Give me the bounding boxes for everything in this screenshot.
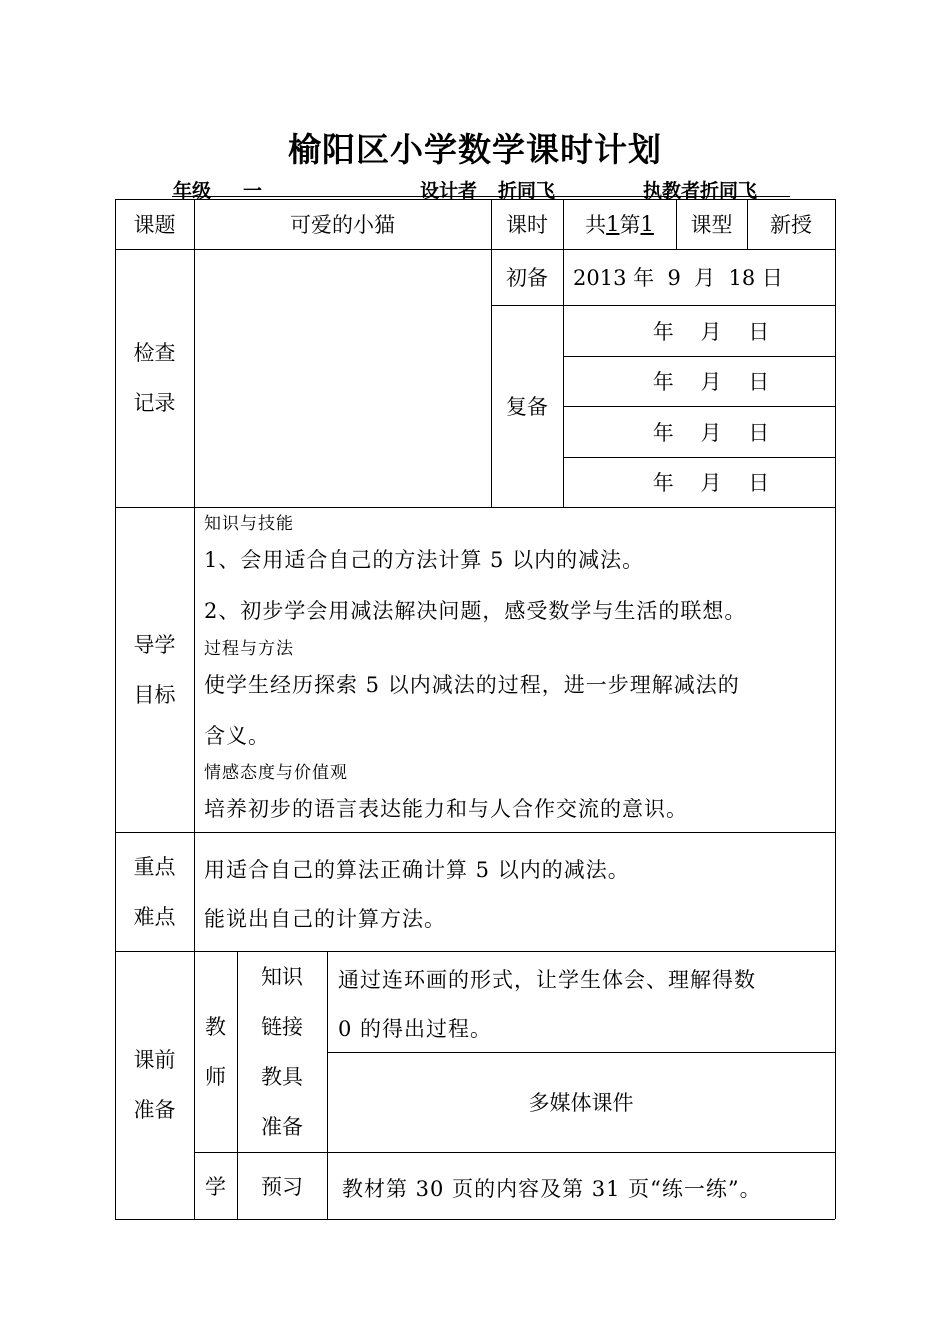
prep-label bbox=[115, 951, 194, 1219]
prep-link-2: 链接 bbox=[261, 1014, 303, 1039]
designer-value: 折同飞 bbox=[498, 180, 556, 202]
prep-link-text-1: 通过连环画的形式，让学生体会、理解得数 bbox=[338, 968, 756, 992]
prep-link-1: 知识 bbox=[261, 964, 303, 989]
goals-emotion-1: 培养初步的语言表达能力和与人合作交流的意识。 bbox=[204, 797, 688, 821]
goals-knowledge-1: 1、会用适合自己的方法计算 5 以内的减法。 bbox=[204, 548, 645, 572]
goals-heading-process: 过程与方法 bbox=[204, 639, 294, 659]
check-label-2: 记录 bbox=[133, 391, 176, 415]
period-mid: 第 bbox=[619, 213, 641, 237]
prep-label-2: 准备 bbox=[133, 1098, 176, 1122]
key-point-1: 用适合自己的算法正确计算 5 以内的减法。 bbox=[204, 858, 630, 882]
key-point-2: 能说出自己的计算方法。 bbox=[204, 907, 446, 931]
prep-tool-1: 教具 bbox=[261, 1065, 303, 1089]
prep-teacher-2: 师 bbox=[205, 1064, 226, 1089]
goals-label-2: 目标 bbox=[133, 682, 176, 707]
goals-process-1: 使学生经历探索 5 以内减法的过程，进一步理解减法的 bbox=[204, 673, 740, 697]
re-prep-date-3: 年 月 日 bbox=[652, 420, 770, 445]
meta-underline bbox=[172, 196, 790, 197]
topic-label: 课题 bbox=[133, 213, 176, 237]
type-value: 新授 bbox=[770, 213, 812, 237]
prep-link-label bbox=[237, 951, 327, 1052]
check-label-1: 检查 bbox=[133, 341, 176, 365]
period-value bbox=[563, 199, 676, 249]
key-label-1: 重点 bbox=[133, 854, 176, 879]
type-label: 课型 bbox=[690, 213, 733, 237]
prep-teacher bbox=[194, 951, 237, 1152]
first-prep-date: 2013 年 9 月 18 日 bbox=[573, 266, 783, 290]
prep-student: 学 bbox=[205, 1174, 226, 1199]
first-prep-label: 初备 bbox=[506, 266, 548, 290]
goals-label bbox=[115, 507, 194, 832]
re-prep-date-4: 年 月 日 bbox=[652, 471, 770, 495]
key-label-2: 难点 bbox=[133, 904, 176, 929]
key-label bbox=[115, 832, 194, 951]
page-title: 榆阳区小学数学课时计划 bbox=[288, 130, 662, 169]
grade-label: 年级 bbox=[173, 180, 212, 202]
teacher-label: 执教者折同飞 bbox=[643, 180, 758, 202]
goals-heading-knowledge: 知识与技能 bbox=[204, 514, 294, 534]
prep-teacher-1: 教 bbox=[205, 1014, 226, 1039]
period-num: 1 bbox=[640, 212, 654, 236]
designer-label: 设计者 bbox=[420, 180, 478, 202]
period-total: 1 bbox=[606, 212, 620, 236]
goals-knowledge-2: 2、初步学会用减法解决问题，感受数学与生活的联想。 bbox=[204, 599, 747, 623]
goals-process-2: 含义。 bbox=[204, 724, 270, 748]
goals-label-1: 导学 bbox=[133, 632, 176, 657]
period-prefix: 共 bbox=[585, 213, 607, 237]
re-prep-date-1: 年 月 日 bbox=[652, 319, 770, 344]
period-label: 课时 bbox=[506, 213, 548, 237]
goals-heading-emotion: 情感态度与价值观 bbox=[204, 763, 348, 783]
prep-preview-label: 预习 bbox=[261, 1174, 303, 1199]
prep-tool-label bbox=[237, 1052, 327, 1152]
prep-preview-text: 教材第 30 页的内容及第 31 页“练一练”。 bbox=[342, 1177, 762, 1201]
re-prep-date-2: 年 月 日 bbox=[652, 370, 770, 394]
prep-link-text-2: 0 的得出过程。 bbox=[338, 1017, 493, 1041]
grade-value: 一 bbox=[243, 180, 263, 202]
re-prep-label: 复备 bbox=[506, 395, 548, 419]
topic-value: 可爱的小猫 bbox=[290, 213, 395, 237]
prep-tool-2: 准备 bbox=[261, 1115, 303, 1139]
check-label bbox=[115, 249, 194, 507]
prep-tool-text: 多媒体课件 bbox=[528, 1091, 634, 1115]
prep-label-1: 课前 bbox=[133, 1048, 176, 1072]
